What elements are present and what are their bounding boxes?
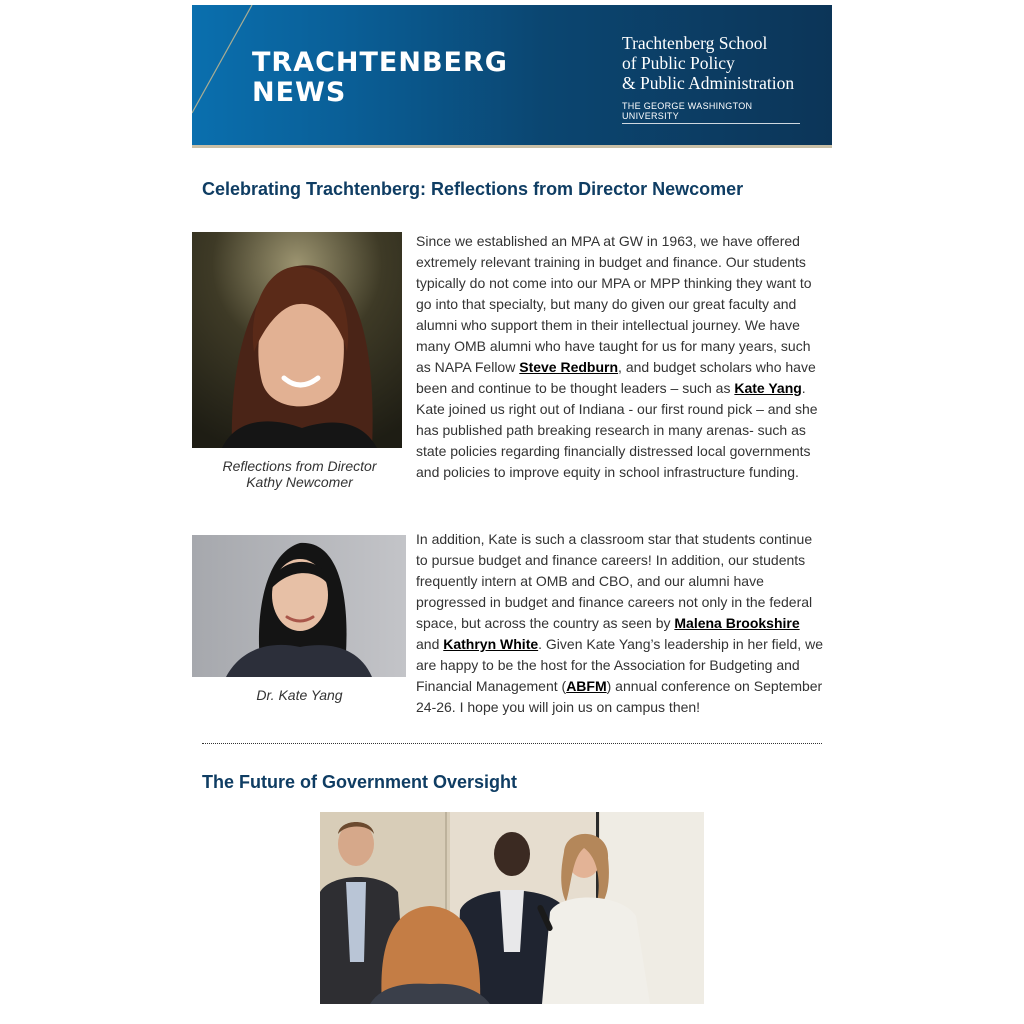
banner-bottom-rule [192, 145, 832, 148]
link-steve-redburn[interactable]: Steve Redburn [519, 359, 619, 375]
article-paragraph-1 [416, 231, 826, 483]
school-name-line-2: of Public Policy [622, 53, 735, 73]
photo-caption-kate-yang: Dr. Kate Yang [256, 687, 343, 703]
newsletter-banner [192, 5, 832, 145]
article-heading-oversight: The Future of Government Oversight [202, 772, 518, 792]
article-heading-celebrating: Celebrating Trachtenberg: Reflections from Director Newcomer [202, 179, 744, 199]
paragraph-2-text-b: and [416, 636, 444, 652]
school-name-line-1: Trachtenberg School [622, 33, 768, 53]
title-line-1: TRACHTENBERG [252, 47, 508, 78]
photo-kathy-newcomer [192, 232, 402, 448]
link-malena-brookshire[interactable]: Malena Brookshire [674, 615, 800, 631]
paragraph-1-text-a: Since we established an MPA at GW in 1963, we have offered extremely relevant training in budget and finance. Our students typically do not come into our MPA or MPP thinking they want to go into that specialty, but many do given our great faculty and alumni who support them in their intellectual journey. We have many OMB alumni who have taught for us for many years, such as NAPA Fellow [416, 233, 812, 375]
paragraph-2-text-d: ) annual conference on September 24-26. I hope you will join us on campus then! [416, 678, 823, 715]
title-line-2: NEWS [252, 77, 347, 108]
photo-kate-yang [192, 535, 406, 677]
university-name: THE GEORGE WASHINGTON UNIVERSITY [622, 101, 800, 124]
portrait-kathy-newcomer [192, 232, 402, 448]
portrait-kate-yang [192, 535, 406, 677]
caption-line-1: Reflections from Director [222, 458, 377, 474]
newsletter-title [252, 48, 508, 108]
paragraph-2-text-a: In addition, Kate is such a classroom star that students continue to pursue budget and finance careers! In addition, our students frequently intern at OMB and CBO, and our alumni have progressed in budget and finance careers not only in the federal space, but across the country as seen by [416, 531, 813, 631]
section-divider [202, 743, 822, 744]
link-kate-yang[interactable]: Kate Yang [734, 380, 802, 396]
panel-discussion-image [320, 812, 704, 1004]
school-logo-text[interactable] [622, 33, 794, 93]
paragraph-2-text-c: . Given Kate Yang’s leadership in her field, we are happy to be the host for the Association for Budgeting and Financial Management ( [416, 636, 823, 694]
link-abfm[interactable]: ABFM [566, 678, 607, 694]
caption-line-2: Kathy Newcomer [246, 474, 353, 490]
paragraph-1-text-c: . Kate joined us right out of Indiana - our first round pick – and she has published path breaking research in many arenas- such as state policies regarding financially distressed local governments and policies to improve equity in school infrastructure funding. [416, 380, 818, 480]
paragraph-1-text-b: , and budget scholars who have been and continue to be thought leaders – such as [416, 359, 816, 396]
photo-caption-newcomer [192, 458, 407, 490]
school-name-line-3: & Public Administration [622, 73, 795, 93]
article-paragraph-2 [416, 529, 826, 718]
photo-panel-discussion [320, 812, 704, 1004]
link-kathryn-white[interactable]: Kathryn White [443, 636, 539, 652]
